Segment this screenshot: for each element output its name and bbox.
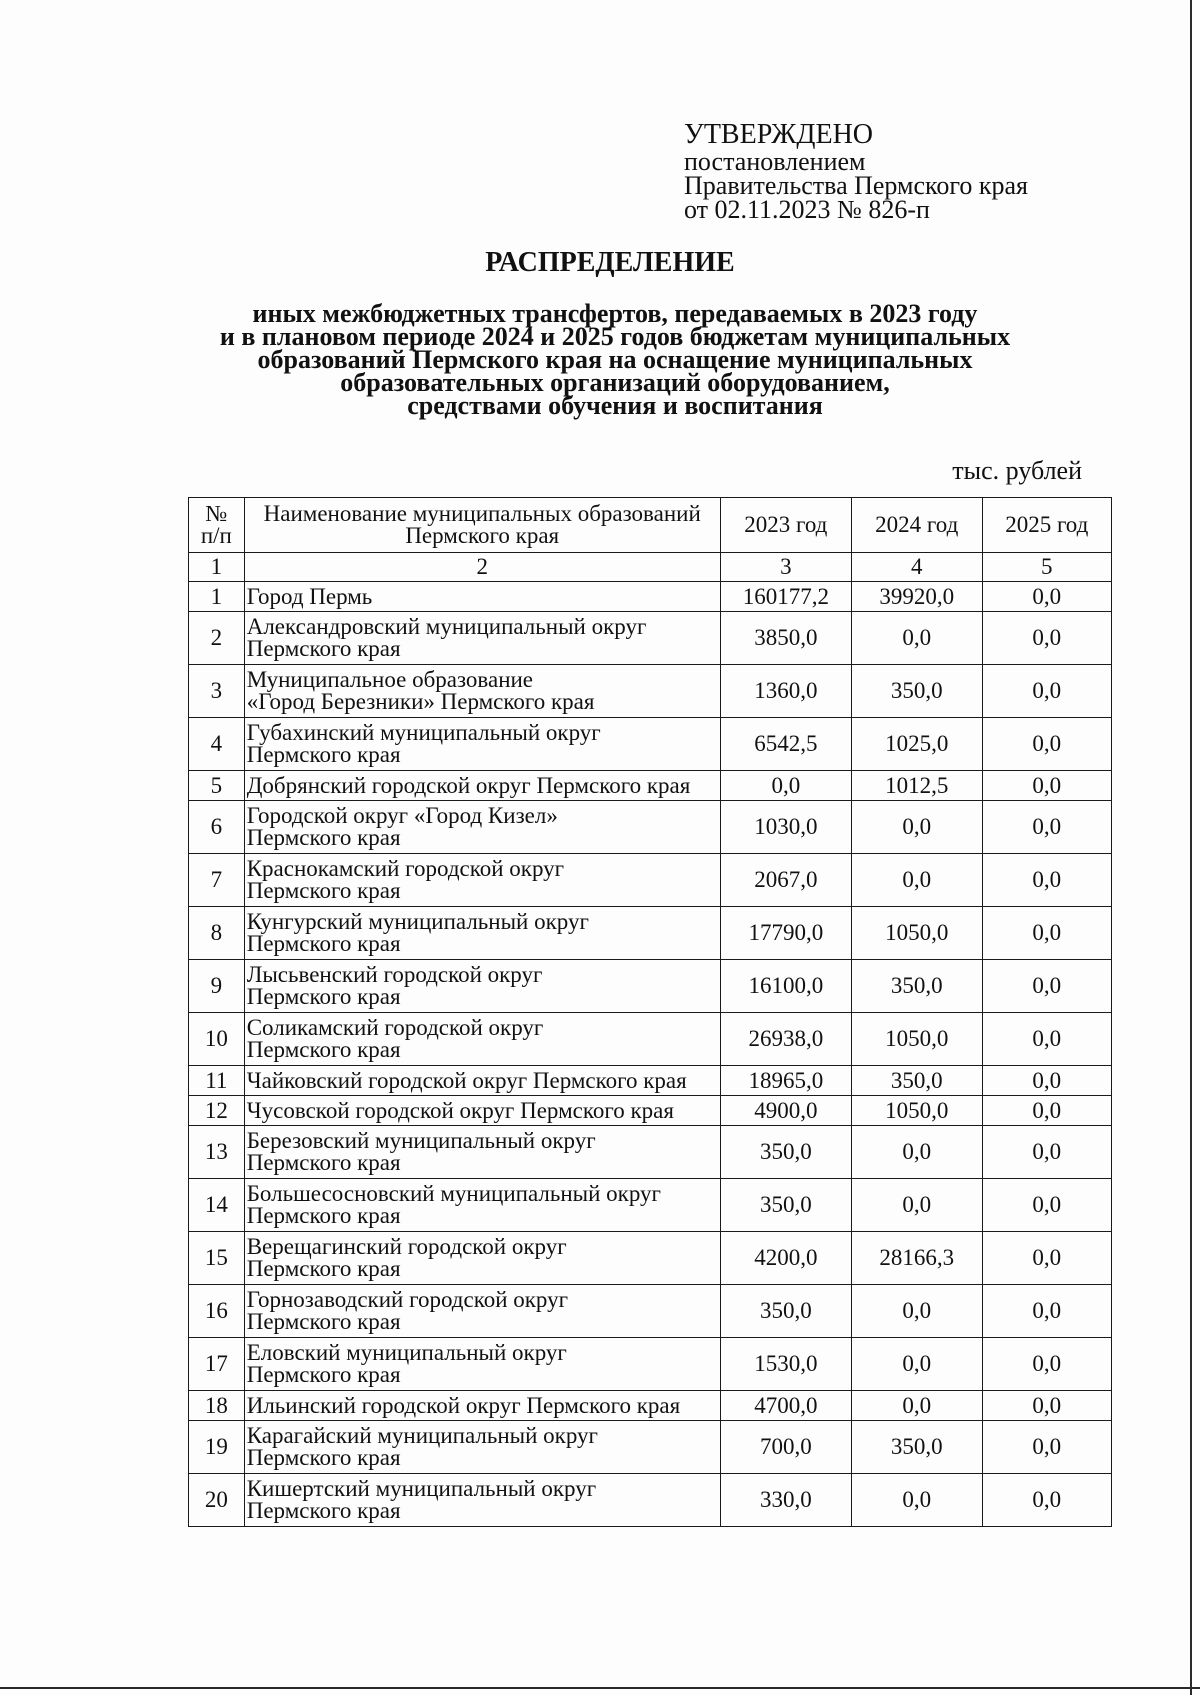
municipality-name-line: Пермского края xyxy=(246,1445,401,1470)
subtitle-line: образовательных организаций оборудованием, xyxy=(340,368,890,397)
value-2024: 0,0 xyxy=(851,1391,982,1421)
table-row xyxy=(189,771,1112,801)
header-2025: 2025 год xyxy=(982,498,1111,553)
value-2023: 4900,0 xyxy=(720,1096,851,1126)
value-2023: 4200,0 xyxy=(720,1232,851,1285)
table-row xyxy=(189,1391,1112,1421)
municipality-name-line: Пермского края xyxy=(246,878,401,903)
header-name xyxy=(244,498,720,553)
table-row xyxy=(189,1338,1112,1391)
municipality-name xyxy=(244,612,720,665)
value-2024: 1012,5 xyxy=(851,771,982,801)
approval-line-1: постановлением xyxy=(684,147,866,176)
municipality-name-line: Пермского края xyxy=(246,1256,401,1281)
table-row xyxy=(189,1285,1112,1338)
header-number-line-2: п/п xyxy=(200,523,232,548)
municipality-name-line: Большесосновский муниципальный округ xyxy=(246,1181,661,1206)
table-row xyxy=(189,612,1112,665)
municipality-name-line: Губахинский муниципальный округ xyxy=(246,720,601,745)
municipality-name-line: Верещагинский городской округ xyxy=(246,1234,567,1259)
document-subtitle xyxy=(30,299,1200,420)
value-2023: 160177,2 xyxy=(720,582,851,612)
municipality-name xyxy=(244,771,720,801)
municipality-name xyxy=(244,1126,720,1179)
row-number: 10 xyxy=(189,1013,245,1066)
table-header-row xyxy=(189,498,1112,553)
table-row xyxy=(189,960,1112,1013)
value-2025: 0,0 xyxy=(982,1421,1111,1474)
value-2023: 350,0 xyxy=(720,1285,851,1338)
value-2024: 0,0 xyxy=(851,1285,982,1338)
header-name-line-2: Пермского края xyxy=(405,523,560,548)
value-2023: 1030,0 xyxy=(720,801,851,854)
column-index-row xyxy=(189,553,1112,582)
municipality-name-line: Добрянский городской округ Пермского края xyxy=(246,772,691,798)
municipality-name xyxy=(244,854,720,907)
municipality-name-line: Чусовской городской округ Пермского края xyxy=(246,1097,674,1123)
value-2024: 1050,0 xyxy=(851,1096,982,1126)
column-index-cell: 3 xyxy=(720,553,851,582)
municipality-name xyxy=(244,801,720,854)
municipality-name-line: Соликамский городской округ xyxy=(246,1015,544,1040)
municipality-name-line: Город Пермь xyxy=(246,583,373,609)
value-2024: 0,0 xyxy=(851,1474,982,1527)
municipality-name-line: Еловский муниципальный округ xyxy=(246,1340,567,1365)
row-number: 1 xyxy=(189,582,245,612)
value-2023: 330,0 xyxy=(720,1474,851,1527)
row-number: 5 xyxy=(189,771,245,801)
row-number: 6 xyxy=(189,801,245,854)
municipality-name xyxy=(244,960,720,1013)
column-index-cell: 1 xyxy=(189,553,245,582)
value-2025: 0,0 xyxy=(982,854,1111,907)
row-number: 9 xyxy=(189,960,245,1013)
municipality-name-line: Пермского края xyxy=(246,636,401,661)
document-title: РАСПРЕДЕЛЕНИЕ xyxy=(485,247,735,278)
municipality-name-line: Пермского края xyxy=(246,1362,401,1387)
value-2023: 17790,0 xyxy=(720,907,851,960)
municipality-name-line: Краснокамский городской округ xyxy=(246,856,565,881)
header-2023: 2023 год xyxy=(720,498,851,553)
value-2024: 350,0 xyxy=(851,665,982,718)
distribution-table xyxy=(188,497,1112,1527)
value-2025: 0,0 xyxy=(982,801,1111,854)
value-2024: 350,0 xyxy=(851,960,982,1013)
value-2024: 1050,0 xyxy=(851,1013,982,1066)
value-2025: 0,0 xyxy=(982,1474,1111,1527)
municipality-name xyxy=(244,1421,720,1474)
value-2024: 1025,0 xyxy=(851,718,982,771)
value-2024: 1050,0 xyxy=(851,907,982,960)
municipality-name-line: Пермского края xyxy=(246,1498,401,1523)
municipality-name-line: Лысьвенский городской округ xyxy=(246,962,543,987)
municipality-name-line: Пермского края xyxy=(246,1037,401,1062)
municipality-name xyxy=(244,1474,720,1527)
subtitle-line: средствами обучения и воспитания xyxy=(407,391,823,420)
value-2023: 0,0 xyxy=(720,771,851,801)
value-2025: 0,0 xyxy=(982,1391,1111,1421)
row-number: 15 xyxy=(189,1232,245,1285)
value-2025: 0,0 xyxy=(982,1126,1111,1179)
value-2025: 0,0 xyxy=(982,1285,1111,1338)
row-number: 3 xyxy=(189,665,245,718)
value-2024: 0,0 xyxy=(851,801,982,854)
value-2025: 0,0 xyxy=(982,1096,1111,1126)
header-2024: 2024 год xyxy=(851,498,982,553)
municipality-name-line: Александровский муниципальный округ xyxy=(246,614,647,639)
municipality-name-line: Пермского края xyxy=(246,825,401,850)
table-row xyxy=(189,1126,1112,1179)
municipality-name-line: Пермского края xyxy=(246,742,401,767)
municipality-name-line: Городской округ «Город Кизел» xyxy=(246,803,558,828)
municipality-name xyxy=(244,1179,720,1232)
value-2023: 6542,5 xyxy=(720,718,851,771)
row-number: 2 xyxy=(189,612,245,665)
value-2023: 350,0 xyxy=(720,1179,851,1232)
header-number xyxy=(189,498,245,553)
value-2025: 0,0 xyxy=(982,1338,1111,1391)
value-2023: 2067,0 xyxy=(720,854,851,907)
value-2024: 350,0 xyxy=(851,1421,982,1474)
row-number: 13 xyxy=(189,1126,245,1179)
value-2025: 0,0 xyxy=(982,1179,1111,1232)
subtitle-line: иных межбюджетных трансфертов, передаваемых в 2023 году xyxy=(252,299,978,328)
value-2025: 0,0 xyxy=(982,1232,1111,1285)
row-number: 12 xyxy=(189,1096,245,1126)
municipality-name-line: Березовский муниципальный округ xyxy=(246,1128,596,1153)
value-2024: 28166,3 xyxy=(851,1232,982,1285)
value-2023: 350,0 xyxy=(720,1126,851,1179)
value-2025: 0,0 xyxy=(982,907,1111,960)
row-number: 16 xyxy=(189,1285,245,1338)
scan-edge-bottom xyxy=(0,1687,1200,1689)
row-number: 4 xyxy=(189,718,245,771)
column-index-cell: 4 xyxy=(851,553,982,582)
value-2024: 350,0 xyxy=(851,1066,982,1096)
table-row xyxy=(189,1013,1112,1066)
value-2024: 39920,0 xyxy=(851,582,982,612)
table-row xyxy=(189,1232,1112,1285)
table-row xyxy=(189,718,1112,771)
table-row xyxy=(189,1474,1112,1527)
table-row xyxy=(189,801,1112,854)
value-2024: 0,0 xyxy=(851,1126,982,1179)
value-2025: 0,0 xyxy=(982,582,1111,612)
value-2023: 18965,0 xyxy=(720,1066,851,1096)
municipality-name-line: Пермского края xyxy=(246,1203,401,1228)
approval-line-2: Правительства Пермского края xyxy=(684,171,1028,200)
value-2025: 0,0 xyxy=(982,718,1111,771)
units-label: тыс. рублей xyxy=(952,456,1082,485)
municipality-name-line: Кишертский муниципальный округ xyxy=(246,1476,597,1501)
table-row xyxy=(189,1421,1112,1474)
table-row xyxy=(189,907,1112,960)
approval-line-3: от 02.11.2023 № 826-п xyxy=(684,195,930,224)
municipality-name-line: Муниципальное образование xyxy=(246,667,534,692)
value-2025: 0,0 xyxy=(982,1013,1111,1066)
municipality-name-line: Ильинский городской округ Пермского края xyxy=(246,1392,681,1418)
municipality-name-line: Чайковский городской округ Пермского края xyxy=(246,1067,687,1093)
row-number: 18 xyxy=(189,1391,245,1421)
table-body xyxy=(189,582,1112,1527)
row-number: 17 xyxy=(189,1338,245,1391)
column-index-cell: 2 xyxy=(244,553,720,582)
value-2023: 1530,0 xyxy=(720,1338,851,1391)
municipality-name xyxy=(244,582,720,612)
row-number: 11 xyxy=(189,1066,245,1096)
municipality-name-line: Карагайский муниципальный округ xyxy=(246,1423,598,1448)
column-index-cell: 5 xyxy=(982,553,1111,582)
subtitle-line: образований Пермского края на оснащение муниципальных xyxy=(257,345,973,374)
value-2025: 0,0 xyxy=(982,960,1111,1013)
header-name-line-1: Наименование муниципальных образований xyxy=(263,501,701,526)
municipality-name xyxy=(244,1066,720,1096)
municipality-name-line: Кунгурский муниципальный округ xyxy=(246,909,589,934)
header-number-line-1: № xyxy=(205,501,228,526)
row-number: 20 xyxy=(189,1474,245,1527)
value-2025: 0,0 xyxy=(982,1066,1111,1096)
municipality-name-line: Пермского края xyxy=(246,931,401,956)
table-row xyxy=(189,1096,1112,1126)
value-2025: 0,0 xyxy=(982,665,1111,718)
table-row xyxy=(189,1179,1112,1232)
title-block xyxy=(0,246,1200,420)
municipality-name-line: Пермского края xyxy=(246,1150,401,1175)
value-2023: 3850,0 xyxy=(720,612,851,665)
municipality-name-line: Пермского края xyxy=(246,984,401,1009)
municipality-name xyxy=(244,907,720,960)
municipality-name xyxy=(244,1013,720,1066)
value-2024: 0,0 xyxy=(851,612,982,665)
table-row xyxy=(189,854,1112,907)
value-2023: 4700,0 xyxy=(720,1391,851,1421)
table-row xyxy=(189,1066,1112,1096)
value-2023: 26938,0 xyxy=(720,1013,851,1066)
municipality-name xyxy=(244,1285,720,1338)
value-2024: 0,0 xyxy=(851,1179,982,1232)
municipality-name xyxy=(244,1232,720,1285)
value-2025: 0,0 xyxy=(982,612,1111,665)
approval-stamp-block xyxy=(684,120,1028,222)
municipality-name xyxy=(244,1096,720,1126)
approved-heading: УТВЕРЖДЕНО xyxy=(684,119,874,150)
municipality-name-line: «Город Березники» Пермского края xyxy=(246,689,595,714)
value-2024: 0,0 xyxy=(851,854,982,907)
value-2025: 0,0 xyxy=(982,771,1111,801)
municipality-name xyxy=(244,718,720,771)
table-row xyxy=(189,665,1112,718)
value-2023: 1360,0 xyxy=(720,665,851,718)
value-2023: 16100,0 xyxy=(720,960,851,1013)
value-2023: 700,0 xyxy=(720,1421,851,1474)
row-number: 8 xyxy=(189,907,245,960)
municipality-name xyxy=(244,1391,720,1421)
row-number: 7 xyxy=(189,854,245,907)
table-row xyxy=(189,582,1112,612)
municipality-name-line: Пермского края xyxy=(246,1309,401,1334)
value-2024: 0,0 xyxy=(851,1338,982,1391)
municipality-name-line: Горнозаводский городской округ xyxy=(246,1287,569,1312)
municipality-name xyxy=(244,665,720,718)
subtitle-line: и в плановом периоде 2024 и 2025 годов бюджетам муниципальных xyxy=(219,322,1011,351)
row-number: 14 xyxy=(189,1179,245,1232)
municipality-name xyxy=(244,1338,720,1391)
row-number: 19 xyxy=(189,1421,245,1474)
